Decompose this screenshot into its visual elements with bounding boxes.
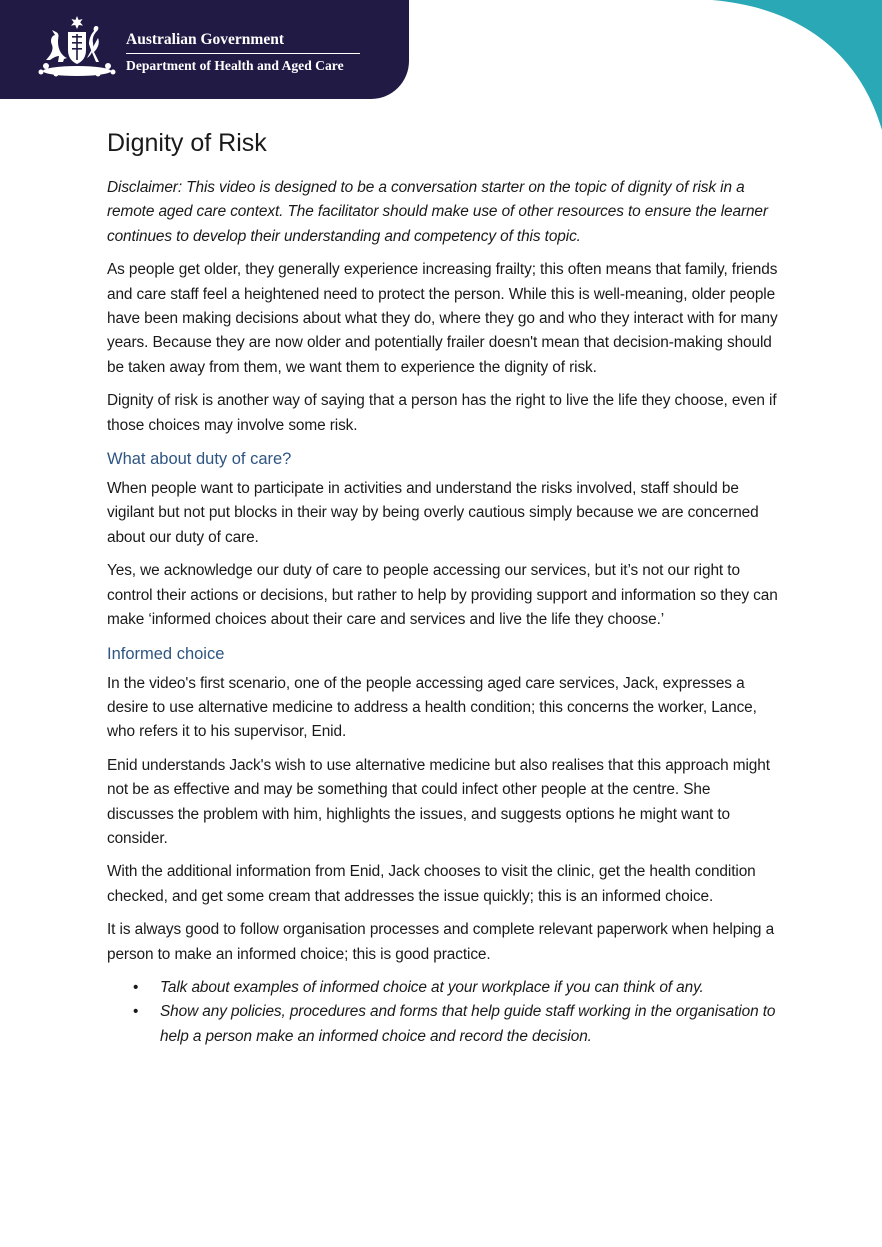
government-name: Australian Government (126, 31, 285, 48)
department-name: Department of Health and Aged Care (126, 58, 344, 73)
section-paragraph: In the video's first scenario, one of the people accessing aged care services, Jack, expresses a desire to use alternative medicine to address a health condition; this concerns the worker, Lance, who refers it to his supervisor, Enid. (107, 674, 757, 741)
list-item-text: Show any policies, procedures and forms that help guide staff working in the organisation to help a person make an informed choice and record the decision. (160, 1003, 776, 1045)
intro-paragraph: Dignity of risk is another way of saying that a person has the right to live the life they choose, even if those choices may involve some risk. (107, 392, 777, 434)
intro-paragraph: As people get older, they generally experience increasing frailty; this often means that family, friends and care staff feel a heightened need to protect the person. While this is well-meaning, older people have been making decisions about what they do, where they go and who they interact with for many years. Because they are now older and potentially frailer doesn't mean that decision-making should be taken away from them, we want them to experience the dignity of risk. (107, 261, 778, 376)
list-item-text: Talk about examples of informed choice at your workplace if you can think of any. (160, 978, 704, 996)
disclaimer-paragraph: Disclaimer: This video is designed to be a conversation starter on the topic of dignity of risk in a remote aged care context. The facilitator should make use of other resources to ensure the learner continues to develop their understanding and competency of this topic. (107, 179, 768, 245)
bullet-icon: • (133, 1003, 139, 1021)
section-paragraph: Enid understands Jack's wish to use alternative medicine but also realises that this approach might not be as effective and may be something that could infect other people at the centre. She discusses the problem with him, highlights the issues, and suggests options he might want to consider. (107, 756, 770, 847)
list-item (133, 976, 779, 1000)
section-heading-informed-choice: Informed choice (107, 644, 225, 663)
section-heading-duty-of-care: What about duty of care? (107, 450, 292, 469)
section-paragraph: When people want to participate in activities and understand the risks involved, staff should be vigilant but not put blocks in their way by being overly cautious simply because we are concerned about our duty of care. (107, 480, 759, 546)
list-item (133, 1000, 779, 1049)
bullet-icon: • (133, 978, 139, 996)
section-paragraph: It is always good to follow organisation processes and complete relevant paperwork when helping a person to make an informed choice; this is good practice. (107, 921, 775, 963)
page-title: Dignity of Risk (107, 129, 267, 157)
document-body (107, 124, 779, 1049)
government-header-banner (0, 0, 409, 99)
section-paragraph: Yes, we acknowledge our duty of care to people accessing our services, but it’s not our right to control their actions or decisions, but rather to help by providing support and information so they can make ‘informed choices about their care and services and live the life they choose.’ (107, 562, 778, 629)
section-paragraph: With the additional information from Enid, Jack chooses to visit the clinic, get the health condition checked, and get some cream that addresses the issue quickly; this is an informed choice. (107, 863, 756, 905)
header-divider (126, 53, 360, 54)
corner-swoosh-decoration (712, 0, 882, 130)
discussion-bullet-list (107, 976, 779, 1049)
coat-of-arms-logo (36, 14, 118, 80)
